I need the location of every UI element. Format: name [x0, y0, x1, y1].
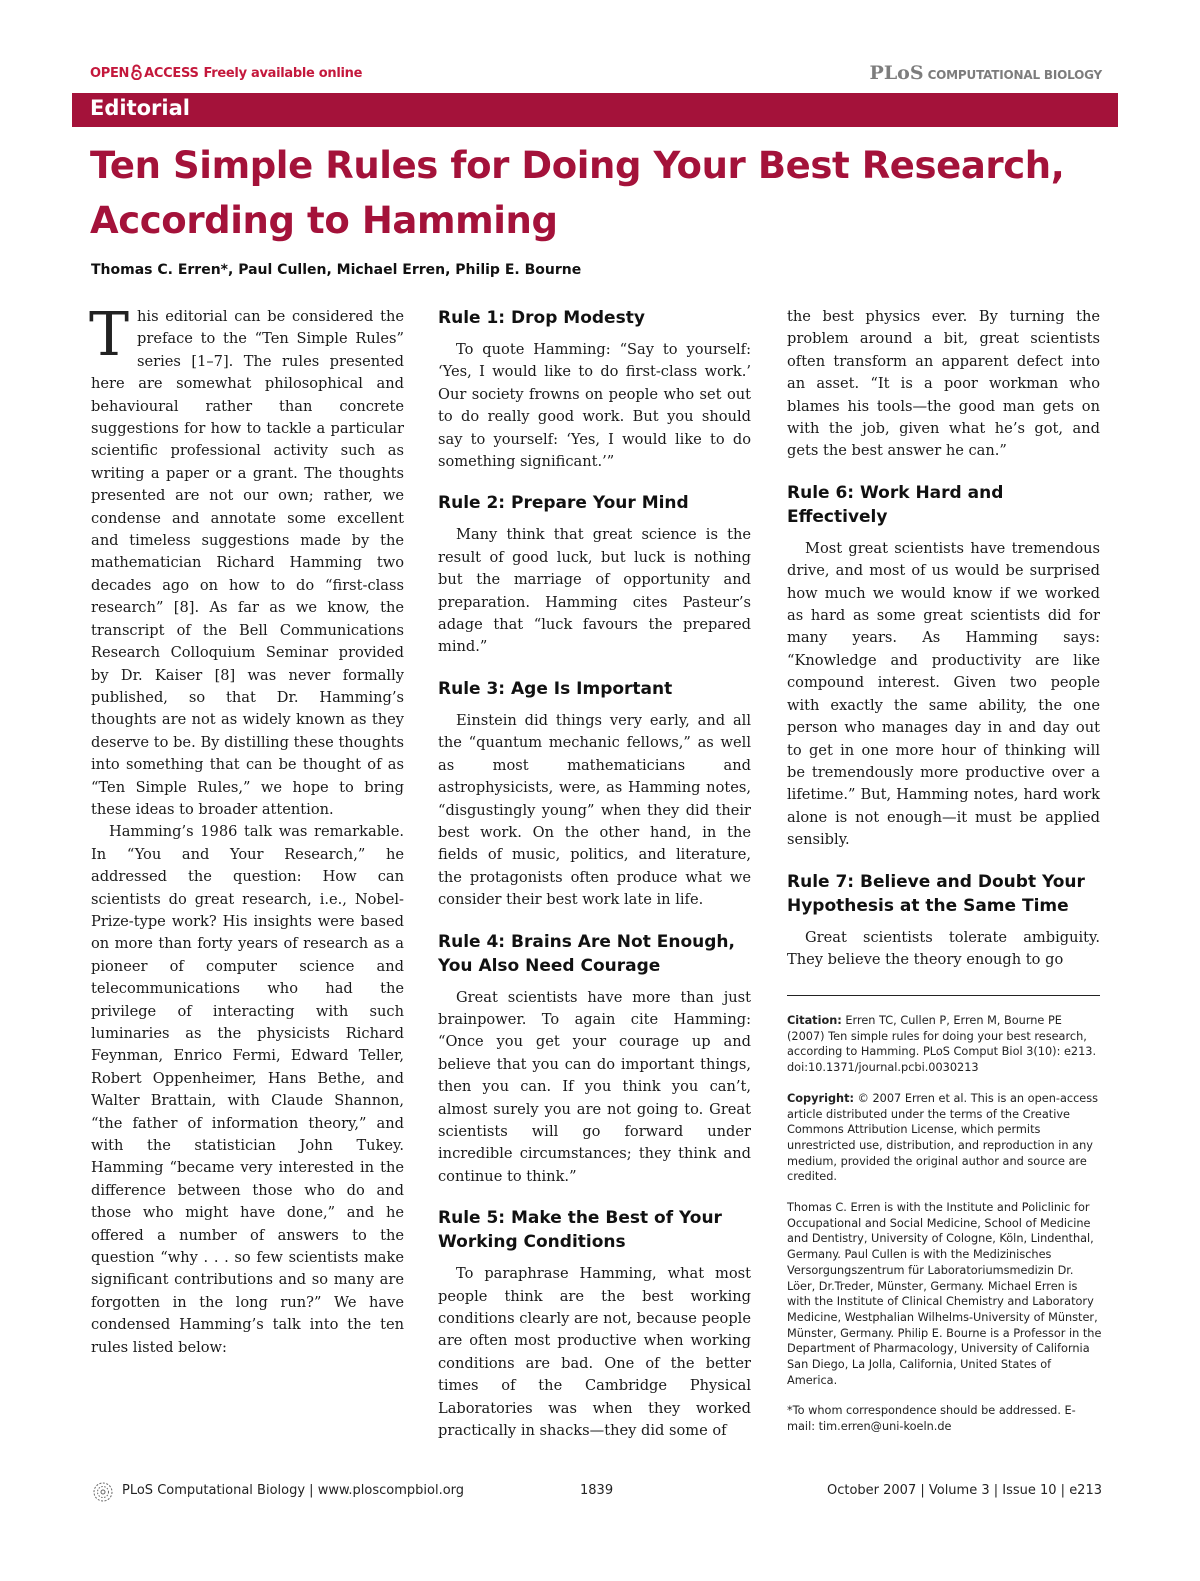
author-list: Thomas C. Erren*, Paul Cullen, Michael Erren, Philip E. Bourne	[91, 262, 582, 278]
page-number: 1839	[580, 1483, 614, 1498]
citation-text: Erren TC, Cullen P, Erren M, Bourne PE (2007) Ten simple rules for doing your best research, according to Hamming. PLoS Comput Biol 3(10): e213. doi:10.1371/journal.pcbi.0030213	[787, 1014, 1097, 1075]
open-access-right: ACCESS	[144, 66, 199, 81]
copyright-label: Copyright:	[787, 1091, 854, 1105]
rule-5-continued: the best physics ever. By turning the problem around a bit, great scientists often transform an apparent defect into an asset. “It is a poor workman who blames his tools—the good man gets on with the job, given what he’s got, and gets the best answer he can.”	[787, 308, 1100, 460]
footer-issue: October 2007 | Volume 3 | Issue 10 | e213	[826, 1483, 1102, 1498]
citation-label: Citation:	[787, 1014, 842, 1027]
open-access-left: OPEN	[90, 66, 130, 81]
rule-7-heading: Rule 7: Believe and Doubt Your Hypothesis at the Same Time	[787, 871, 1085, 916]
page-footer	[90, 1480, 1102, 1504]
rule-2-text: Many think that great science is the result of good luck, but luck is nothing but the marriage of opportunity and preparation. Hamming cites Pasteur’s adage that “luck favours the prepared mind.”	[438, 526, 751, 656]
rule-1-text: To quote Hamming: “Say to yourself: ‘Yes, I would like to do first-class work.’ Our society frowns on people who set out to do really good work. But you should say to yourself: ‘Yes, I would like to do something significant.’”	[438, 341, 751, 471]
citation-block	[787, 1013, 1102, 1076]
copyright-text: © 2007 Erren et al. This is an open-access article distributed under the terms of the Creative Commons Attribution License, which permits unrestricted use, distribution, and reproduction in any medium, provided the original author and source are credited.	[787, 1091, 1099, 1184]
article-title: Ten Simple Rules for Doing Your Best Research, According to Hamming	[90, 144, 1065, 242]
intro-paragraph-1	[89, 300, 404, 821]
rule-4-heading: Rule 4: Brains Are Not Enough, You Also Need Courage	[438, 931, 735, 976]
journal-logo	[870, 62, 1102, 84]
column-3	[787, 306, 1100, 971]
open-lock-icon	[131, 64, 142, 84]
page-header	[90, 62, 1102, 84]
intro-paragraph-2: Hamming’s 1986 talk was remarkable. In “You and Your Research,” he addressed the question: How can scientists do great research, i.e., Nobel-Prize-type work? His insights were based on more than forty years of research as a pioneer of computer science and telecommunications who had the privilege of interacting with such luminaries as the physicists Richard Feynman, Enrico Fermi, Edward Teller, Robert Oppenheimer, Hans Bethe, and Walter Brattain, with Claude Shannon, “the father of information theory,” and with the statistician John Tukey. Hamming “became very interested in the difference between those who do and those who might have done,” and he offered a number of answers to the question “why . . . so few scientists make significant contributions and so many are forgotten in the long run?” We have condensed Hamming’s talk into the ten rules listed below:	[91, 823, 404, 1356]
rule-2-heading: Rule 2: Prepare Your Mind	[438, 493, 689, 514]
open-access-badge	[90, 64, 362, 84]
correspondence-note: *To whom correspondence should be addressed. E-mail: tim.erren@uni-koeln.de	[787, 1404, 1076, 1434]
rule-6-text: Most great scientists have tremendous drive, and most of us would be surprised how much we would know if we worked as hard as some great scientists did for many years. As Hamming says: “Knowledge and productivity are like compound interest. Given two people with exactly the same ability, the one person who manages day in and day out to get in one more hour of thinking will be tremendously more productive over a lifetime.” But, Hamming notes, hard work alone is not enough—it must be applied sensibly.	[787, 539, 1100, 849]
rule-1-heading: Rule 1: Drop Modesty	[438, 308, 645, 328]
journal-logo-plos: PLoS	[869, 62, 924, 84]
column-2	[438, 306, 751, 1442]
rule-6-heading: Rule 6: Work Hard and Effectively	[787, 482, 1004, 527]
section-label: Editorial	[90, 96, 190, 120]
section-banner	[72, 93, 1118, 127]
rule-7-text: Great scientists tolerate ambiguity. They believe the theory enough to go	[787, 928, 1100, 968]
plos-logo-icon	[90, 1480, 116, 1508]
footer-journal: PLoS Computational Biology | www.ploscompbiol.org	[122, 1483, 465, 1498]
rule-5-text: To paraphrase Hamming, what most people think are the best working conditions clearly are not, because people are often most productive when working conditions are bad. One of the better times of the Cambridge Physical Laboratories was when they worked practically in shacks—they did some of	[438, 1265, 751, 1440]
rule-3-text: Einstein did things very early, and all the “quantum mechanic fellows,” as well as most mathematicians and astrophysicists, were, as Hamming notes, “disgustingly young” when they did their best work. On the other hand, in the fields of music, politics, and literature, the protagonists often produce what we consider their best work late in life.	[438, 711, 751, 909]
rule-4-text: Great scientists have more than just brainpower. To again cite Hamming: “Once you get your courage up and believe that you can do important things, then you can. If you think you can’t, almost surely you are not going to. Great scientists will go forward under incredible circumstances; they think and continue to think.”	[438, 988, 751, 1185]
affiliations: Thomas C. Erren is with the Institute and Policlinic for Occupational and Social Medicine, School of Medicine and Dentistry, University of Cologne, Köln, Lindenthal, Germany. Paul Cullen is with the Medizinisches Versorgungszentrum für Laboratoriumsmedizin Dr. Löer, Dr.Treder, Münster, Germany. Michael Erren is with the Institute of Clinical Chemistry and Laboratory Medicine, Westphalian Wilhelms-University of Münster, Münster, Germany. Philip E. Bourne is a Professor in the Department of Pharmacology, University of California San Diego, La Jolla, California, United States of America.	[787, 1201, 1102, 1387]
article-info-box	[787, 1013, 1102, 1435]
copyright-block	[787, 1091, 1102, 1185]
freely-available-label: Freely available online	[203, 66, 363, 81]
rule-3-heading: Rule 3: Age Is Important	[438, 678, 673, 699]
drop-cap: T	[89, 300, 130, 370]
journal-logo-subtitle: COMPUTATIONAL BIOLOGY	[927, 68, 1102, 82]
intro-paragraph-1-text: his editorial can be considered the preface to the “Ten Simple Rules” series [1–7]. The rules presented here are somewhat philosophical and behavioural rather than concrete suggestions for how to tackle a particular scientific professional activity such as writing a paper or a grant. The thoughts presented are not our own; rather, we condense and annotate some excellent and timeless suggestions made by the mathematician Richard Hamming two decades ago on how to do “first-class research” [8]. As far as we know, the transcript of the Bell Communications Research Colloquium Seminar provided by Dr. Kaiser [8] was never formally published, so that Dr. Hamming’s thoughts are not as widely known as they deserve to be. By distilling these thoughts into something that can be thought of as “Ten Simple Rules,” we hope to bring these ideas to broader attention.	[91, 308, 404, 818]
rule-5-heading: Rule 5: Make the Best of Your Working Conditions	[438, 1208, 722, 1253]
column-1	[89, 300, 404, 1359]
sidebar-divider	[787, 995, 1100, 996]
